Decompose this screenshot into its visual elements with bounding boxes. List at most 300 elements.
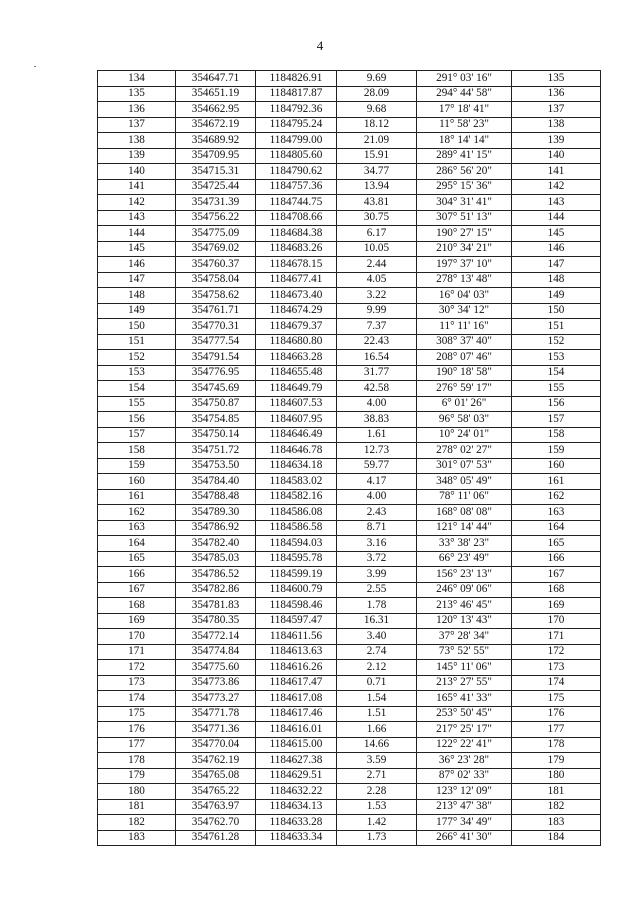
y-coordinate-cell: 1184586.58 bbox=[256, 520, 337, 536]
page-number: 4 bbox=[316, 38, 324, 53]
y-coordinate-cell: 1184615.00 bbox=[256, 737, 337, 753]
next-point-cell: 152 bbox=[512, 334, 601, 350]
distance-cell: 22.43 bbox=[337, 334, 417, 350]
distance-cell: 2.28 bbox=[337, 784, 417, 800]
y-coordinate-cell: 1184583.02 bbox=[256, 474, 337, 490]
table-row bbox=[98, 179, 601, 195]
x-coordinate-cell: 354758.62 bbox=[176, 288, 256, 304]
distance-cell: 38.83 bbox=[337, 412, 417, 428]
next-point-cell: 136 bbox=[512, 86, 601, 102]
point-number-cell: 167 bbox=[98, 582, 176, 598]
distance-cell: 2.71 bbox=[337, 768, 417, 784]
x-coordinate-cell: 354780.35 bbox=[176, 613, 256, 629]
x-coordinate-cell: 354782.40 bbox=[176, 536, 256, 552]
table-row bbox=[98, 288, 601, 304]
y-coordinate-cell: 1184607.53 bbox=[256, 396, 337, 412]
x-coordinate-cell: 354762.19 bbox=[176, 753, 256, 769]
point-number-cell: 150 bbox=[98, 319, 176, 335]
y-coordinate-cell: 1184708.66 bbox=[256, 210, 337, 226]
point-number-cell: 169 bbox=[98, 613, 176, 629]
bearing-cell: 6° 01' 26" bbox=[417, 396, 512, 412]
x-coordinate-cell: 354771.78 bbox=[176, 706, 256, 722]
table-row bbox=[98, 660, 601, 676]
point-number-cell: 154 bbox=[98, 381, 176, 397]
y-coordinate-cell: 1184598.46 bbox=[256, 598, 337, 614]
table-row bbox=[98, 334, 601, 350]
x-coordinate-cell: 354750.14 bbox=[176, 427, 256, 443]
bearing-cell: 16° 04' 03" bbox=[417, 288, 512, 304]
table-row bbox=[98, 195, 601, 211]
next-point-cell: 135 bbox=[512, 71, 601, 87]
next-point-cell: 177 bbox=[512, 722, 601, 738]
point-number-cell: 141 bbox=[98, 179, 176, 195]
next-point-cell: 175 bbox=[512, 691, 601, 707]
bearing-cell: 266° 41' 30" bbox=[417, 830, 512, 846]
x-coordinate-cell: 354775.60 bbox=[176, 660, 256, 676]
point-number-cell: 174 bbox=[98, 691, 176, 707]
bearing-cell: 120° 13' 43" bbox=[417, 613, 512, 629]
point-number-cell: 183 bbox=[98, 830, 176, 846]
x-coordinate-cell: 354760.37 bbox=[176, 257, 256, 273]
distance-cell: 9.99 bbox=[337, 303, 417, 319]
next-point-cell: 174 bbox=[512, 675, 601, 691]
table-row bbox=[98, 350, 601, 366]
table-row bbox=[98, 799, 601, 815]
x-coordinate-cell: 354731.39 bbox=[176, 195, 256, 211]
point-number-cell: 139 bbox=[98, 148, 176, 164]
x-coordinate-cell: 354753.50 bbox=[176, 458, 256, 474]
point-number-cell: 138 bbox=[98, 133, 176, 149]
y-coordinate-cell: 1184611.56 bbox=[256, 629, 337, 645]
y-coordinate-cell: 1184607.95 bbox=[256, 412, 337, 428]
x-coordinate-cell: 354774.84 bbox=[176, 644, 256, 660]
bearing-cell: 190° 27' 15" bbox=[417, 226, 512, 242]
next-point-cell: 168 bbox=[512, 582, 601, 598]
distance-cell: 16.54 bbox=[337, 350, 417, 366]
distance-cell: 13.94 bbox=[337, 179, 417, 195]
bearing-cell: 213° 47' 38" bbox=[417, 799, 512, 815]
distance-cell: 2.74 bbox=[337, 644, 417, 660]
distance-cell: 1.53 bbox=[337, 799, 417, 815]
x-coordinate-cell: 354773.86 bbox=[176, 675, 256, 691]
table-row bbox=[98, 241, 601, 257]
y-coordinate-cell: 1184674.29 bbox=[256, 303, 337, 319]
next-point-cell: 159 bbox=[512, 443, 601, 459]
bearing-cell: 278° 13' 48" bbox=[417, 272, 512, 288]
table-row bbox=[98, 830, 601, 846]
bearing-cell: 294° 44' 58" bbox=[417, 86, 512, 102]
x-coordinate-cell: 354709.95 bbox=[176, 148, 256, 164]
bearing-cell: 87° 02' 33" bbox=[417, 768, 512, 784]
distance-cell: 4.00 bbox=[337, 489, 417, 505]
point-number-cell: 163 bbox=[98, 520, 176, 536]
y-coordinate-cell: 1184634.13 bbox=[256, 799, 337, 815]
x-coordinate-cell: 354784.40 bbox=[176, 474, 256, 490]
distance-cell: 1.61 bbox=[337, 427, 417, 443]
distance-cell: 1.42 bbox=[337, 815, 417, 831]
distance-cell: 3.40 bbox=[337, 629, 417, 645]
bearing-cell: 96° 58' 03" bbox=[417, 412, 512, 428]
bearing-cell: 286° 56' 20" bbox=[417, 164, 512, 180]
bearing-cell: 10° 24' 01" bbox=[417, 427, 512, 443]
point-number-cell: 168 bbox=[98, 598, 176, 614]
distance-cell: 30.75 bbox=[337, 210, 417, 226]
y-coordinate-cell: 1184790.62 bbox=[256, 164, 337, 180]
y-coordinate-cell: 1184632.22 bbox=[256, 784, 337, 800]
y-coordinate-cell: 1184646.49 bbox=[256, 427, 337, 443]
distance-cell: 2.43 bbox=[337, 505, 417, 521]
bearing-cell: 304° 31' 41" bbox=[417, 195, 512, 211]
table-row bbox=[98, 520, 601, 536]
next-point-cell: 181 bbox=[512, 784, 601, 800]
bearing-cell: 308° 37' 40" bbox=[417, 334, 512, 350]
distance-cell: 2.55 bbox=[337, 582, 417, 598]
table-row bbox=[98, 737, 601, 753]
point-number-cell: 135 bbox=[98, 86, 176, 102]
bearing-cell: 348° 05' 49" bbox=[417, 474, 512, 490]
table-row bbox=[98, 257, 601, 273]
next-point-cell: 155 bbox=[512, 381, 601, 397]
point-number-cell: 172 bbox=[98, 660, 176, 676]
y-coordinate-cell: 1184634.18 bbox=[256, 458, 337, 474]
distance-cell: 3.72 bbox=[337, 551, 417, 567]
table-row bbox=[98, 474, 601, 490]
bearing-cell: 289° 41' 15" bbox=[417, 148, 512, 164]
y-coordinate-cell: 1184594.03 bbox=[256, 536, 337, 552]
next-point-cell: 176 bbox=[512, 706, 601, 722]
x-coordinate-cell: 354756.22 bbox=[176, 210, 256, 226]
point-number-cell: 147 bbox=[98, 272, 176, 288]
point-number-cell: 152 bbox=[98, 350, 176, 366]
next-point-cell: 169 bbox=[512, 598, 601, 614]
distance-cell: 14.66 bbox=[337, 737, 417, 753]
bearing-cell: 291° 03' 16" bbox=[417, 71, 512, 87]
x-coordinate-cell: 354770.31 bbox=[176, 319, 256, 335]
table-row bbox=[98, 381, 601, 397]
scan-artifact bbox=[34, 66, 36, 67]
point-number-cell: 140 bbox=[98, 164, 176, 180]
next-point-cell: 149 bbox=[512, 288, 601, 304]
table-row bbox=[98, 598, 601, 614]
x-coordinate-cell: 354770.04 bbox=[176, 737, 256, 753]
y-coordinate-cell: 1184597.47 bbox=[256, 613, 337, 629]
table-row bbox=[98, 551, 601, 567]
y-coordinate-cell: 1184586.08 bbox=[256, 505, 337, 521]
next-point-cell: 161 bbox=[512, 474, 601, 490]
point-number-cell: 173 bbox=[98, 675, 176, 691]
next-point-cell: 142 bbox=[512, 179, 601, 195]
distance-cell: 4.17 bbox=[337, 474, 417, 490]
table-row bbox=[98, 815, 601, 831]
x-coordinate-cell: 354754.85 bbox=[176, 412, 256, 428]
x-coordinate-cell: 354715.31 bbox=[176, 164, 256, 180]
point-number-cell: 176 bbox=[98, 722, 176, 738]
next-point-cell: 141 bbox=[512, 164, 601, 180]
point-number-cell: 159 bbox=[98, 458, 176, 474]
table-row bbox=[98, 536, 601, 552]
y-coordinate-cell: 1184595.78 bbox=[256, 551, 337, 567]
y-coordinate-cell: 1184629.51 bbox=[256, 768, 337, 784]
point-number-cell: 146 bbox=[98, 257, 176, 273]
distance-cell: 1.51 bbox=[337, 706, 417, 722]
distance-cell: 1.73 bbox=[337, 830, 417, 846]
bearing-cell: 36° 23' 28" bbox=[417, 753, 512, 769]
coordinates-table bbox=[97, 70, 601, 846]
next-point-cell: 165 bbox=[512, 536, 601, 552]
point-number-cell: 137 bbox=[98, 117, 176, 133]
point-number-cell: 155 bbox=[98, 396, 176, 412]
bearing-cell: 122° 22' 41" bbox=[417, 737, 512, 753]
next-point-cell: 162 bbox=[512, 489, 601, 505]
table-row bbox=[98, 753, 601, 769]
y-coordinate-cell: 1184617.47 bbox=[256, 675, 337, 691]
table-row bbox=[98, 412, 601, 428]
coordinates-table-body bbox=[98, 71, 601, 846]
bearing-cell: 246° 09' 06" bbox=[417, 582, 512, 598]
bearing-cell: 190° 18' 58" bbox=[417, 365, 512, 381]
next-point-cell: 180 bbox=[512, 768, 601, 784]
bearing-cell: 253° 50' 45" bbox=[417, 706, 512, 722]
bearing-cell: 18° 14' 14" bbox=[417, 133, 512, 149]
y-coordinate-cell: 1184683.26 bbox=[256, 241, 337, 257]
next-point-cell: 138 bbox=[512, 117, 601, 133]
y-coordinate-cell: 1184795.24 bbox=[256, 117, 337, 133]
x-coordinate-cell: 354758.04 bbox=[176, 272, 256, 288]
y-coordinate-cell: 1184826.91 bbox=[256, 71, 337, 87]
bearing-cell: 37° 28' 34" bbox=[417, 629, 512, 645]
y-coordinate-cell: 1184617.08 bbox=[256, 691, 337, 707]
bearing-cell: 66° 23' 49" bbox=[417, 551, 512, 567]
y-coordinate-cell: 1184633.34 bbox=[256, 830, 337, 846]
bearing-cell: 33° 38' 23" bbox=[417, 536, 512, 552]
y-coordinate-cell: 1184599.19 bbox=[256, 567, 337, 583]
table-row bbox=[98, 505, 601, 521]
bearing-cell: 73° 52' 55" bbox=[417, 644, 512, 660]
next-point-cell: 154 bbox=[512, 365, 601, 381]
point-number-cell: 157 bbox=[98, 427, 176, 443]
x-coordinate-cell: 354776.95 bbox=[176, 365, 256, 381]
bearing-cell: 197° 37' 10" bbox=[417, 257, 512, 273]
point-number-cell: 165 bbox=[98, 551, 176, 567]
y-coordinate-cell: 1184684.38 bbox=[256, 226, 337, 242]
table-row bbox=[98, 613, 601, 629]
next-point-cell: 144 bbox=[512, 210, 601, 226]
x-coordinate-cell: 354647.71 bbox=[176, 71, 256, 87]
point-number-cell: 143 bbox=[98, 210, 176, 226]
table-row bbox=[98, 164, 601, 180]
point-number-cell: 142 bbox=[98, 195, 176, 211]
bearing-cell: 121° 14' 44" bbox=[417, 520, 512, 536]
bearing-cell: 11° 58' 23" bbox=[417, 117, 512, 133]
x-coordinate-cell: 354689.92 bbox=[176, 133, 256, 149]
x-coordinate-cell: 354751.72 bbox=[176, 443, 256, 459]
bearing-cell: 213° 46' 45" bbox=[417, 598, 512, 614]
next-point-cell: 179 bbox=[512, 753, 601, 769]
bearing-cell: 123° 12' 09" bbox=[417, 784, 512, 800]
distance-cell: 3.59 bbox=[337, 753, 417, 769]
next-point-cell: 147 bbox=[512, 257, 601, 273]
y-coordinate-cell: 1184613.63 bbox=[256, 644, 337, 660]
point-number-cell: 158 bbox=[98, 443, 176, 459]
x-coordinate-cell: 354791.54 bbox=[176, 350, 256, 366]
y-coordinate-cell: 1184678.15 bbox=[256, 257, 337, 273]
y-coordinate-cell: 1184582.16 bbox=[256, 489, 337, 505]
point-number-cell: 148 bbox=[98, 288, 176, 304]
table-row bbox=[98, 226, 601, 242]
distance-cell: 3.22 bbox=[337, 288, 417, 304]
next-point-cell: 167 bbox=[512, 567, 601, 583]
bearing-cell: 210° 34' 21" bbox=[417, 241, 512, 257]
distance-cell: 7.37 bbox=[337, 319, 417, 335]
y-coordinate-cell: 1184633.28 bbox=[256, 815, 337, 831]
distance-cell: 28.09 bbox=[337, 86, 417, 102]
y-coordinate-cell: 1184757.36 bbox=[256, 179, 337, 195]
distance-cell: 1.78 bbox=[337, 598, 417, 614]
table-row bbox=[98, 784, 601, 800]
x-coordinate-cell: 354672.19 bbox=[176, 117, 256, 133]
point-number-cell: 177 bbox=[98, 737, 176, 753]
y-coordinate-cell: 1184817.87 bbox=[256, 86, 337, 102]
y-coordinate-cell: 1184649.79 bbox=[256, 381, 337, 397]
bearing-cell: 301° 07' 53" bbox=[417, 458, 512, 474]
next-point-cell: 178 bbox=[512, 737, 601, 753]
bearing-cell: 307° 51' 13" bbox=[417, 210, 512, 226]
table-row bbox=[98, 71, 601, 87]
x-coordinate-cell: 354775.09 bbox=[176, 226, 256, 242]
bearing-cell: 17° 18' 41" bbox=[417, 102, 512, 118]
table-row bbox=[98, 629, 601, 645]
distance-cell: 3.99 bbox=[337, 567, 417, 583]
next-point-cell: 170 bbox=[512, 613, 601, 629]
table-row bbox=[98, 644, 601, 660]
next-point-cell: 160 bbox=[512, 458, 601, 474]
distance-cell: 8.71 bbox=[337, 520, 417, 536]
y-coordinate-cell: 1184617.46 bbox=[256, 706, 337, 722]
point-number-cell: 160 bbox=[98, 474, 176, 490]
table-row bbox=[98, 102, 601, 118]
table-row bbox=[98, 706, 601, 722]
next-point-cell: 172 bbox=[512, 644, 601, 660]
bearing-cell: 165° 41' 33" bbox=[417, 691, 512, 707]
bearing-cell: 177° 34' 49" bbox=[417, 815, 512, 831]
bearing-cell: 278° 02' 27" bbox=[417, 443, 512, 459]
distance-cell: 9.68 bbox=[337, 102, 417, 118]
bearing-cell: 78° 11' 06" bbox=[417, 489, 512, 505]
x-coordinate-cell: 354725.44 bbox=[176, 179, 256, 195]
x-coordinate-cell: 354651.19 bbox=[176, 86, 256, 102]
next-point-cell: 148 bbox=[512, 272, 601, 288]
x-coordinate-cell: 354781.83 bbox=[176, 598, 256, 614]
next-point-cell: 158 bbox=[512, 427, 601, 443]
next-point-cell: 182 bbox=[512, 799, 601, 815]
point-number-cell: 175 bbox=[98, 706, 176, 722]
point-number-cell: 180 bbox=[98, 784, 176, 800]
y-coordinate-cell: 1184792.36 bbox=[256, 102, 337, 118]
point-number-cell: 144 bbox=[98, 226, 176, 242]
distance-cell: 1.66 bbox=[337, 722, 417, 738]
point-number-cell: 166 bbox=[98, 567, 176, 583]
point-number-cell: 161 bbox=[98, 489, 176, 505]
table-row bbox=[98, 117, 601, 133]
x-coordinate-cell: 354662.95 bbox=[176, 102, 256, 118]
bearing-cell: 213° 27' 55" bbox=[417, 675, 512, 691]
x-coordinate-cell: 354773.27 bbox=[176, 691, 256, 707]
y-coordinate-cell: 1184600.79 bbox=[256, 582, 337, 598]
distance-cell: 31.77 bbox=[337, 365, 417, 381]
next-point-cell: 163 bbox=[512, 505, 601, 521]
distance-cell: 42.58 bbox=[337, 381, 417, 397]
distance-cell: 6.17 bbox=[337, 226, 417, 242]
table-row bbox=[98, 86, 601, 102]
x-coordinate-cell: 354785.03 bbox=[176, 551, 256, 567]
y-coordinate-cell: 1184677.41 bbox=[256, 272, 337, 288]
next-point-cell: 164 bbox=[512, 520, 601, 536]
x-coordinate-cell: 354789.30 bbox=[176, 505, 256, 521]
next-point-cell: 151 bbox=[512, 319, 601, 335]
distance-cell: 18.12 bbox=[337, 117, 417, 133]
y-coordinate-cell: 1184655.48 bbox=[256, 365, 337, 381]
distance-cell: 3.16 bbox=[337, 536, 417, 552]
table-row bbox=[98, 768, 601, 784]
point-number-cell: 162 bbox=[98, 505, 176, 521]
table-row bbox=[98, 458, 601, 474]
x-coordinate-cell: 354745.69 bbox=[176, 381, 256, 397]
x-coordinate-cell: 354765.22 bbox=[176, 784, 256, 800]
bearing-cell: 295° 15' 36" bbox=[417, 179, 512, 195]
table-row bbox=[98, 272, 601, 288]
y-coordinate-cell: 1184616.26 bbox=[256, 660, 337, 676]
point-number-cell: 170 bbox=[98, 629, 176, 645]
next-point-cell: 146 bbox=[512, 241, 601, 257]
table-row bbox=[98, 567, 601, 583]
y-coordinate-cell: 1184616.01 bbox=[256, 722, 337, 738]
distance-cell: 0.71 bbox=[337, 675, 417, 691]
distance-cell: 15.91 bbox=[337, 148, 417, 164]
next-point-cell: 145 bbox=[512, 226, 601, 242]
next-point-cell: 139 bbox=[512, 133, 601, 149]
x-coordinate-cell: 354786.92 bbox=[176, 520, 256, 536]
x-coordinate-cell: 354762.70 bbox=[176, 815, 256, 831]
table-row bbox=[98, 396, 601, 412]
point-number-cell: 179 bbox=[98, 768, 176, 784]
x-coordinate-cell: 354788.48 bbox=[176, 489, 256, 505]
bearing-cell: 30° 34' 12" bbox=[417, 303, 512, 319]
point-number-cell: 153 bbox=[98, 365, 176, 381]
point-number-cell: 171 bbox=[98, 644, 176, 660]
bearing-cell: 145° 11' 06" bbox=[417, 660, 512, 676]
table-row bbox=[98, 319, 601, 335]
x-coordinate-cell: 354771.36 bbox=[176, 722, 256, 738]
table-row bbox=[98, 210, 601, 226]
table-row bbox=[98, 443, 601, 459]
distance-cell: 43.81 bbox=[337, 195, 417, 211]
next-point-cell: 150 bbox=[512, 303, 601, 319]
next-point-cell: 137 bbox=[512, 102, 601, 118]
point-number-cell: 145 bbox=[98, 241, 176, 257]
distance-cell: 9.69 bbox=[337, 71, 417, 87]
distance-cell: 2.44 bbox=[337, 257, 417, 273]
x-coordinate-cell: 354786.52 bbox=[176, 567, 256, 583]
x-coordinate-cell: 354769.02 bbox=[176, 241, 256, 257]
x-coordinate-cell: 354782.86 bbox=[176, 582, 256, 598]
x-coordinate-cell: 354763.97 bbox=[176, 799, 256, 815]
table-row bbox=[98, 582, 601, 598]
bearing-cell: 208° 07' 46" bbox=[417, 350, 512, 366]
next-point-cell: 166 bbox=[512, 551, 601, 567]
table-row bbox=[98, 133, 601, 149]
table-row bbox=[98, 427, 601, 443]
distance-cell: 34.77 bbox=[337, 164, 417, 180]
